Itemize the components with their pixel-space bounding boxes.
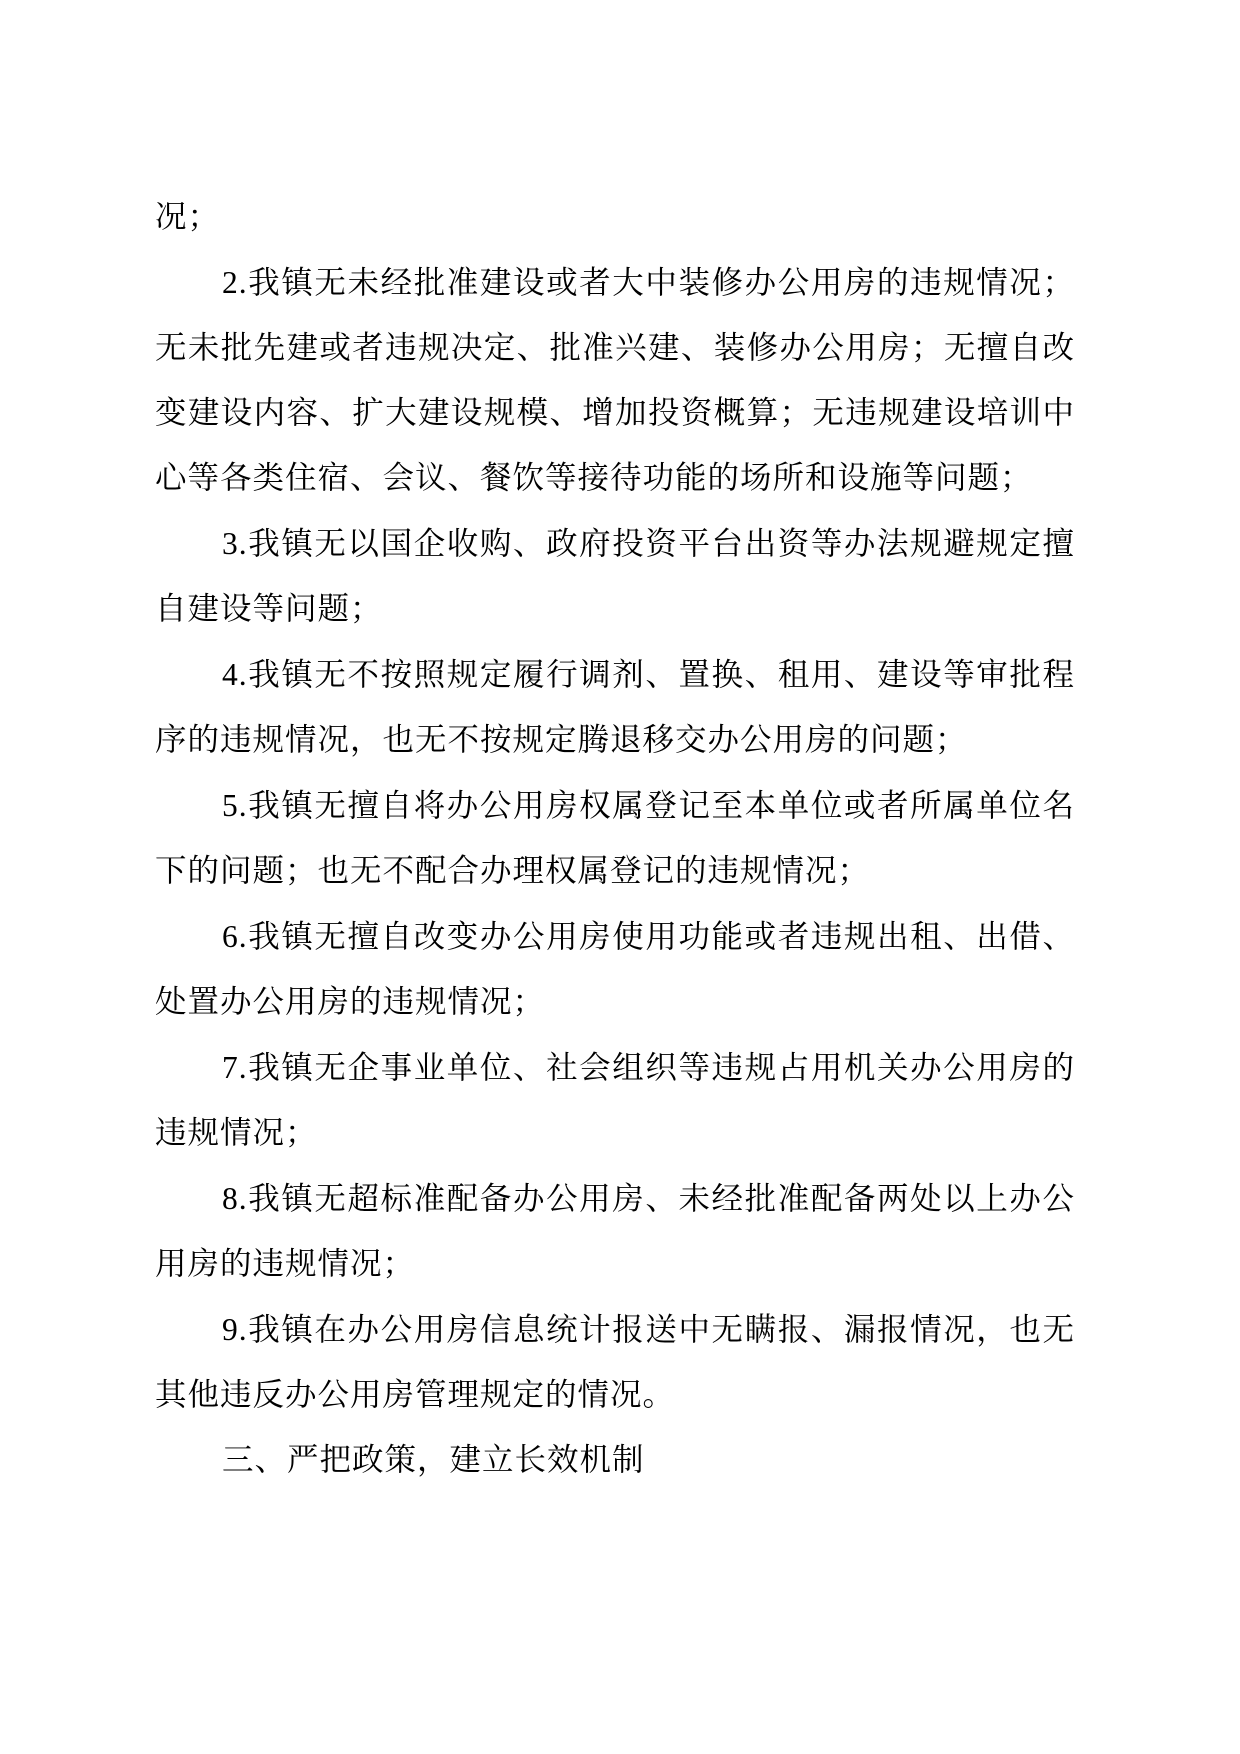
list-item-8 bbox=[155, 1166, 1075, 1297]
list-item-text: 我镇无擅自改变办公用房使用功能或者违规出租、出借、处置办公用房的违规情况； bbox=[155, 919, 1075, 1020]
list-item-9 bbox=[155, 1297, 1075, 1428]
list-item-text: 我镇无未经批准建设或者大中装修办公用房的违规情况；无未批先建或者违规决定、批准兴建、装修办公用房；无擅自改变建设内容、扩大建设规模、增加投资概算；无违规建设培训中心等各类住宿、会议、餐饮等接待功能的场所和设施等问题； bbox=[155, 265, 1075, 496]
list-item-6 bbox=[155, 904, 1075, 1035]
list-item-4 bbox=[155, 642, 1075, 773]
list-item-text: 我镇无擅自将办公用房权属登记至本单位或者所属单位名下的问题；也无不配合办理权属登记的违规情况； bbox=[155, 788, 1075, 889]
paragraph-continuation bbox=[155, 185, 1075, 250]
section-heading-text: 三、严把政策，建立长效机制 bbox=[222, 1442, 645, 1478]
list-number: 5. bbox=[222, 788, 248, 823]
list-item-text: 我镇在办公用房信息统计报送中无瞒报、漏报情况，也无其他违反办公用房管理规定的情况。 bbox=[155, 1312, 1075, 1413]
list-number: 8. bbox=[222, 1181, 248, 1216]
document-body bbox=[155, 185, 1075, 1493]
list-item-text: 我镇无超标准配备办公用房、未经批准配备两处以上办公用房的违规情况； bbox=[155, 1181, 1075, 1282]
list-item-text: 我镇无以国企收购、政府投资平台出资等办法规避规定擅自建设等问题； bbox=[155, 526, 1075, 627]
section-heading bbox=[155, 1428, 1075, 1493]
list-number: 9. bbox=[222, 1312, 248, 1347]
list-item-5 bbox=[155, 773, 1075, 904]
list-number: 6. bbox=[222, 919, 248, 954]
list-number: 4. bbox=[222, 657, 248, 692]
list-item-3 bbox=[155, 511, 1075, 642]
list-number: 2. bbox=[222, 265, 248, 300]
list-number: 3. bbox=[222, 526, 248, 561]
paragraph-text: 况； bbox=[155, 199, 221, 235]
list-item-text: 我镇无不按照规定履行调剂、置换、租用、建设等审批程序的违规情况，也无不按规定腾退移交办公用房的问题； bbox=[155, 657, 1075, 758]
list-item-2 bbox=[155, 250, 1075, 511]
list-item-text: 我镇无企事业单位、社会组织等违规占用机关办公用房的违规情况； bbox=[155, 1050, 1075, 1151]
list-item-7 bbox=[155, 1035, 1075, 1166]
list-number: 7. bbox=[222, 1050, 248, 1085]
